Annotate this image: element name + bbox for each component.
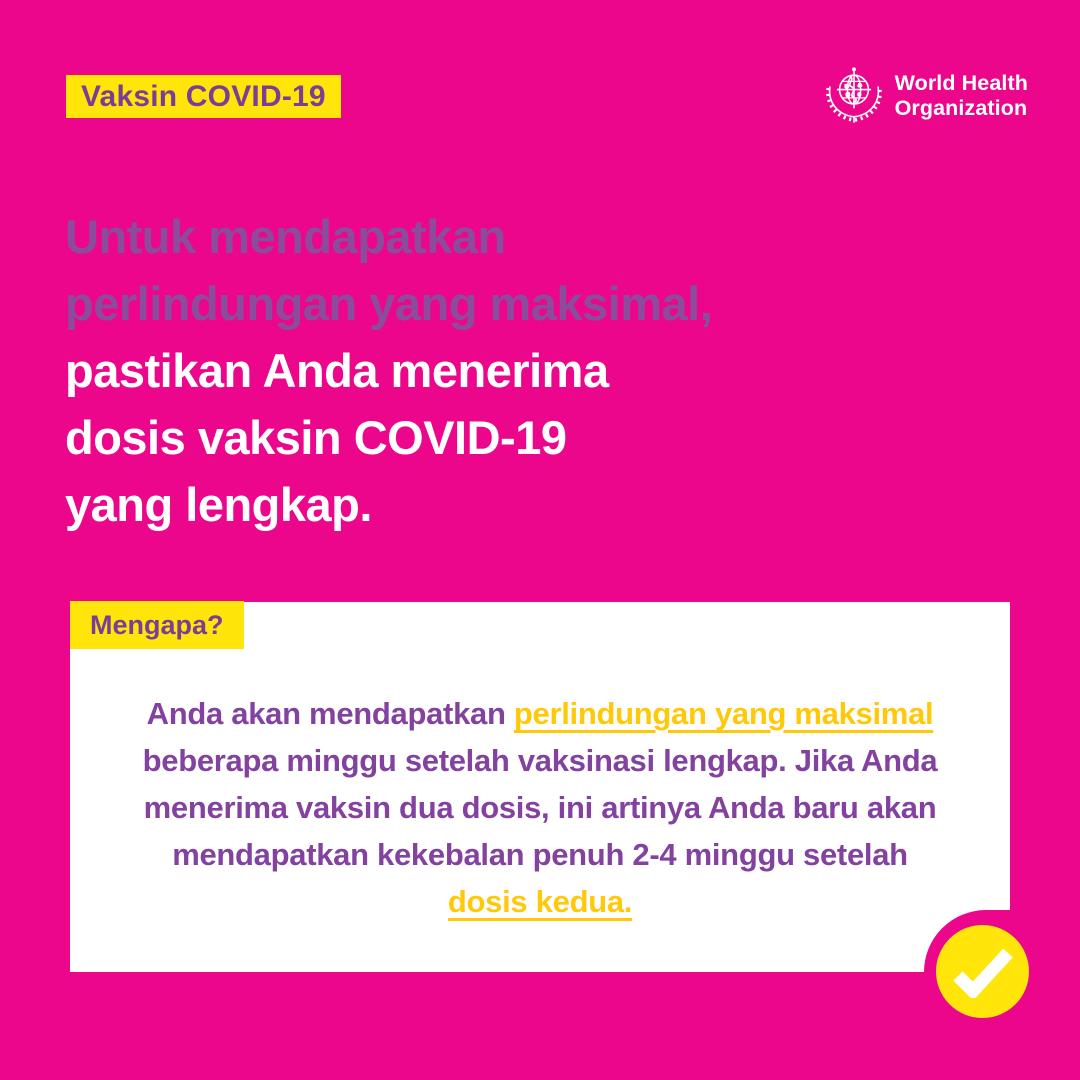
headline	[65, 203, 712, 538]
link-dosis-kedua[interactable]: dosis kedua.	[447, 884, 633, 919]
headline-line-4: dosis vaksin COVID-19	[65, 411, 567, 464]
body-line-1	[90, 690, 990, 737]
checkmark-icon	[952, 946, 1014, 998]
body-line-1-text: Anda akan mendapatkan	[146, 696, 514, 731]
headline-line-2: perlindungan yang maksimal,	[65, 277, 713, 330]
headline-line-3: pastikan Anda menerima	[65, 344, 609, 397]
body-line-4: mendapatkan kekebalan penuh 2-4 minggu setelah	[172, 837, 908, 872]
body-line-2: beberapa minggu setelah vaksinasi lengkap. Jika Anda	[142, 743, 938, 778]
who-logo-line1: World Health	[894, 71, 1028, 95]
check-circle	[936, 925, 1029, 1018]
who-logo-line2: Organization	[894, 96, 1028, 120]
card-body	[90, 690, 990, 925]
topic-badge: Vaksin COVID-19	[66, 75, 341, 118]
who-emblem-icon	[822, 64, 886, 128]
who-logo-text	[895, 71, 1028, 121]
corner-accent	[924, 910, 1080, 1080]
who-logo	[822, 64, 1028, 128]
why-card	[70, 602, 1010, 972]
body-line-3: menerima vaksin dua dosis, ini artinya Anda baru akan	[143, 790, 937, 825]
why-badge: Mengapa?	[70, 601, 244, 649]
body-line-5	[90, 878, 990, 925]
headline-line-5: yang lengkap.	[65, 478, 372, 531]
link-perlindungan-maksimal[interactable]: perlindungan yang maksimal	[513, 696, 934, 731]
headline-line-1: Untuk mendapatkan	[65, 210, 506, 263]
